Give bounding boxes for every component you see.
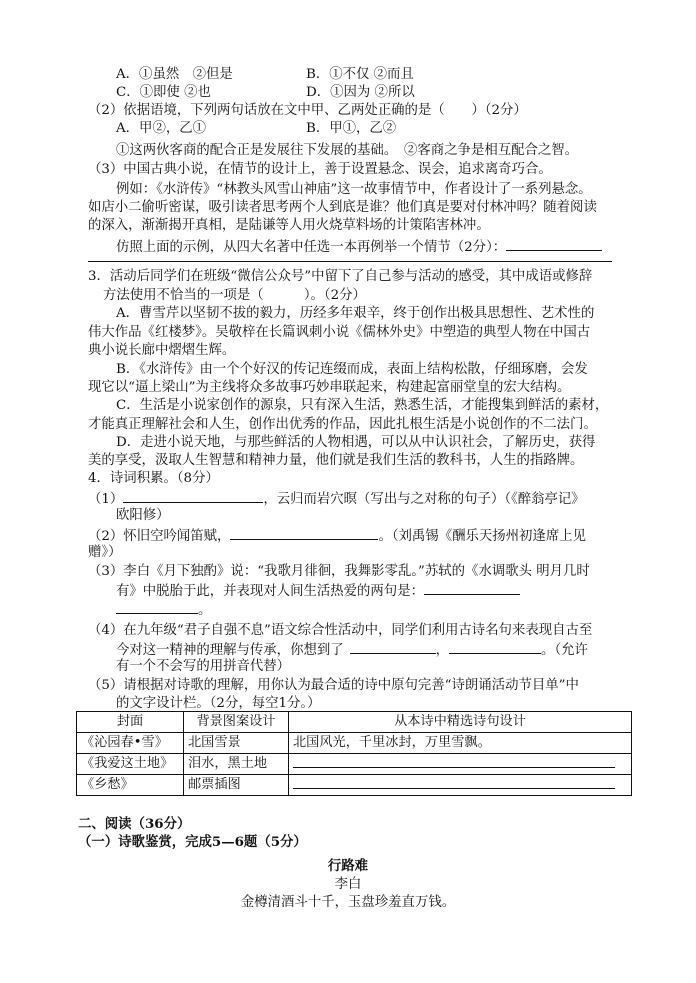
table-header-row xyxy=(77,712,632,733)
sec4-item-1 xyxy=(88,489,585,508)
reading-subheading: （一）诗歌鉴赏，完成5—6题（5分） xyxy=(78,834,307,850)
answer-line[interactable] xyxy=(293,776,615,789)
q2-sentence-2: ②客商之争是相互配合之智。 xyxy=(404,143,579,158)
item-2-blank[interactable] xyxy=(230,526,378,540)
item-1-text: ，云归而岩穴暝（写出与之对称的句子）（《醉翁亭记》 xyxy=(263,492,585,507)
sec3-option-a-1: A．曹雪芹以坚韧不拔的毅力，历经多年艰辛，终于创作出极具思想性、艺术性的 xyxy=(116,306,595,321)
sec4-item-3-line-2 xyxy=(116,581,520,600)
table-row xyxy=(77,754,632,775)
q2-option-a: A．甲②，乙① xyxy=(116,121,207,136)
sec4-item-5-line-1: （5）请根据对诗歌的理解，用你认为最合适的诗中原句完善“诗朗诵活动节目单”中 xyxy=(88,678,579,693)
table-cell: 《乡愁》 xyxy=(77,775,184,796)
q3-task-text: 仿照上面的示例，从四大名著中任选一本再例举一个情节（2分）： xyxy=(116,240,507,255)
item-2-text-post: 。（刘禹锡《酬乐天扬州初逢席上见 xyxy=(378,529,586,544)
item-3-blank-2[interactable] xyxy=(116,600,198,614)
q2-stem: （2）依据语境，下列两句话放在文中甲、乙两处正确的是（ ）（2分） xyxy=(88,103,527,118)
table-cell: 泪水，黑土地 xyxy=(184,754,289,775)
q1-option-a: A．①虽然 ②但是 xyxy=(116,67,233,82)
table-cell: 北国风光，千里冰封，万里雪飘。 xyxy=(289,733,632,754)
sec4-item-4-line-3: 有一个不会写的用拼音代替） xyxy=(116,659,291,674)
q1-option-b: B．①不仅 ②而且 xyxy=(306,67,414,82)
table-cell: 北国雪景 xyxy=(184,733,289,754)
poem-title: 行路难 xyxy=(327,858,369,874)
sec3-option-a-2: 伟大作品《红楼梦》。吴敬梓在长篇讽刺小说《儒林外史》中塑造的典型人物在中国古 xyxy=(88,325,591,340)
sec4-title: 4．诗词积累。（8分） xyxy=(88,471,219,486)
q1-option-d: D．①因为 ②所以 xyxy=(306,85,415,100)
sec4-item-3-line-1: （3）李白《月下独酌》说：“我歌月徘徊，我舞影零乱。”苏轼的《水调歌头 明月几时 xyxy=(88,564,590,579)
table-row xyxy=(77,775,632,796)
item-4-blank-1[interactable] xyxy=(350,640,436,654)
q3-stem: （3）中国古典小说，在情节的设计上，善于设置悬念、误会，追求离奇巧合。 xyxy=(88,162,552,177)
q3-task xyxy=(116,237,602,256)
table-answer-cell[interactable] xyxy=(289,775,632,796)
item-3-end: 。 xyxy=(198,603,212,618)
q3-example-line-1: 例如：《水浒传》“林教头风雪山神庙”这一故事情节中，作者设计了一系列悬念。 xyxy=(116,182,592,197)
poem-author: 李白 xyxy=(334,877,362,892)
reading-heading: 二、阅读（36分） xyxy=(78,816,191,832)
sec4-item-2 xyxy=(88,526,586,545)
table-cell: 《我爱这土地》 xyxy=(77,754,184,775)
poem-line-1: 金樽清酒斗十千，玉盘珍羞直万钱。 xyxy=(240,895,456,910)
poem-program-table xyxy=(76,711,632,796)
table-cell: 邮票插图 xyxy=(184,775,289,796)
q2-option-b: B．甲①，乙② xyxy=(306,121,397,136)
q1-option-c: C．①即使 ②也 xyxy=(116,85,211,100)
item-4-blank-2[interactable] xyxy=(449,640,541,654)
sec3-option-a-3: 典小说长廊中熠熠生辉。 xyxy=(88,343,236,358)
table-cell: 《沁园春•雪》 xyxy=(77,733,184,754)
sec3-option-c-1: C．生活是小说家创作的源泉，只有深入生活，熟悉生活，才能搜集到鲜活的素材， xyxy=(116,398,609,413)
sec3-option-c-2: 才能真正理解社会和人生，创作出优秀的作品，因此扎根生活是小说创作的不二法门。 xyxy=(88,417,597,432)
sec3-option-b-1: B．《水浒传》由一个个好汉的传记连缀而成，表面上结构松散，仔细琢磨，会发 xyxy=(116,362,588,377)
item-1-label: （1） xyxy=(88,492,124,507)
q3-example-line-2: 如店小二偷听密谋，吸引读者思考两个人到底是谁？他们真是要对付林冲吗？随着阅读 xyxy=(88,200,597,215)
item-3-text: 有》中脱胎于此，并表现对人间生活热爱的两句是： xyxy=(116,584,424,599)
item-3-blank-1[interactable] xyxy=(424,581,520,595)
sec3-stem-2: 方法使用不恰当的一项是（ ）。（2分） xyxy=(103,288,366,303)
table-header-cell: 封面 xyxy=(77,712,184,733)
q3-example-line-3: 的深入，渐渐揭开真相，是陆谦等人用火烧草料场的计策陷害林冲。 xyxy=(88,218,490,233)
q3-answer-blank[interactable] xyxy=(506,237,602,251)
sec4-item-1-cont: 欧阳修） xyxy=(116,508,170,523)
sec3-stem-1: 3．活动后同学们在班级“微信公众号”中留下了自己参与活动的感受，其中成语或修辞 xyxy=(88,269,593,284)
item-4-text: 今对这一精神的理解与传承，你想到了 xyxy=(116,643,344,658)
sec4-item-2-cont: 赠》） xyxy=(88,545,122,560)
table-row xyxy=(77,733,632,754)
item-1-blank[interactable] xyxy=(123,489,263,503)
q2-sentence-1: ①这两伙客商的配合正是发展往下发展的基础。 xyxy=(116,143,398,158)
sec4-item-5-line-2: 的文字设计栏。（2分，每空1分。） xyxy=(116,696,321,711)
item-2-text: （2）怀旧空吟闻笛赋， xyxy=(88,529,231,544)
table-header-cell: 从本诗中精选诗句设计 xyxy=(289,712,632,733)
sec4-item-4-line-1: （4）在九年级“君子自强不息”语文综合性活动中，同学们利用古诗名句来表现自古至 xyxy=(88,623,593,638)
sec4-item-3-line-3 xyxy=(116,600,211,619)
answer-line[interactable] xyxy=(293,755,615,768)
sec4-item-4-line-2: 今对这一精神的理解与传承，你想到了 ， 。（允许 xyxy=(116,640,588,659)
divider-line xyxy=(88,261,612,262)
item-4-text-post: 。（允许 xyxy=(541,643,588,658)
table-answer-cell[interactable] xyxy=(289,754,632,775)
sec3-option-d-2: 美的享受，汲取人生智慧和精神力量，他们就是我们生活的教科书，人生的指路牌。 xyxy=(88,453,584,468)
sec3-option-b-2: 现它以“逼上梁山”为主线将众多故事巧妙串联起来，构建起富丽堂皇的宏大结构。 xyxy=(88,380,571,395)
table-header-cell: 背景图案设计 xyxy=(184,712,289,733)
sec3-option-d-1: D．走进小说天地，与那些鲜活的人物相遇，可以从中认识社会，了解历史，获得 xyxy=(116,435,596,450)
